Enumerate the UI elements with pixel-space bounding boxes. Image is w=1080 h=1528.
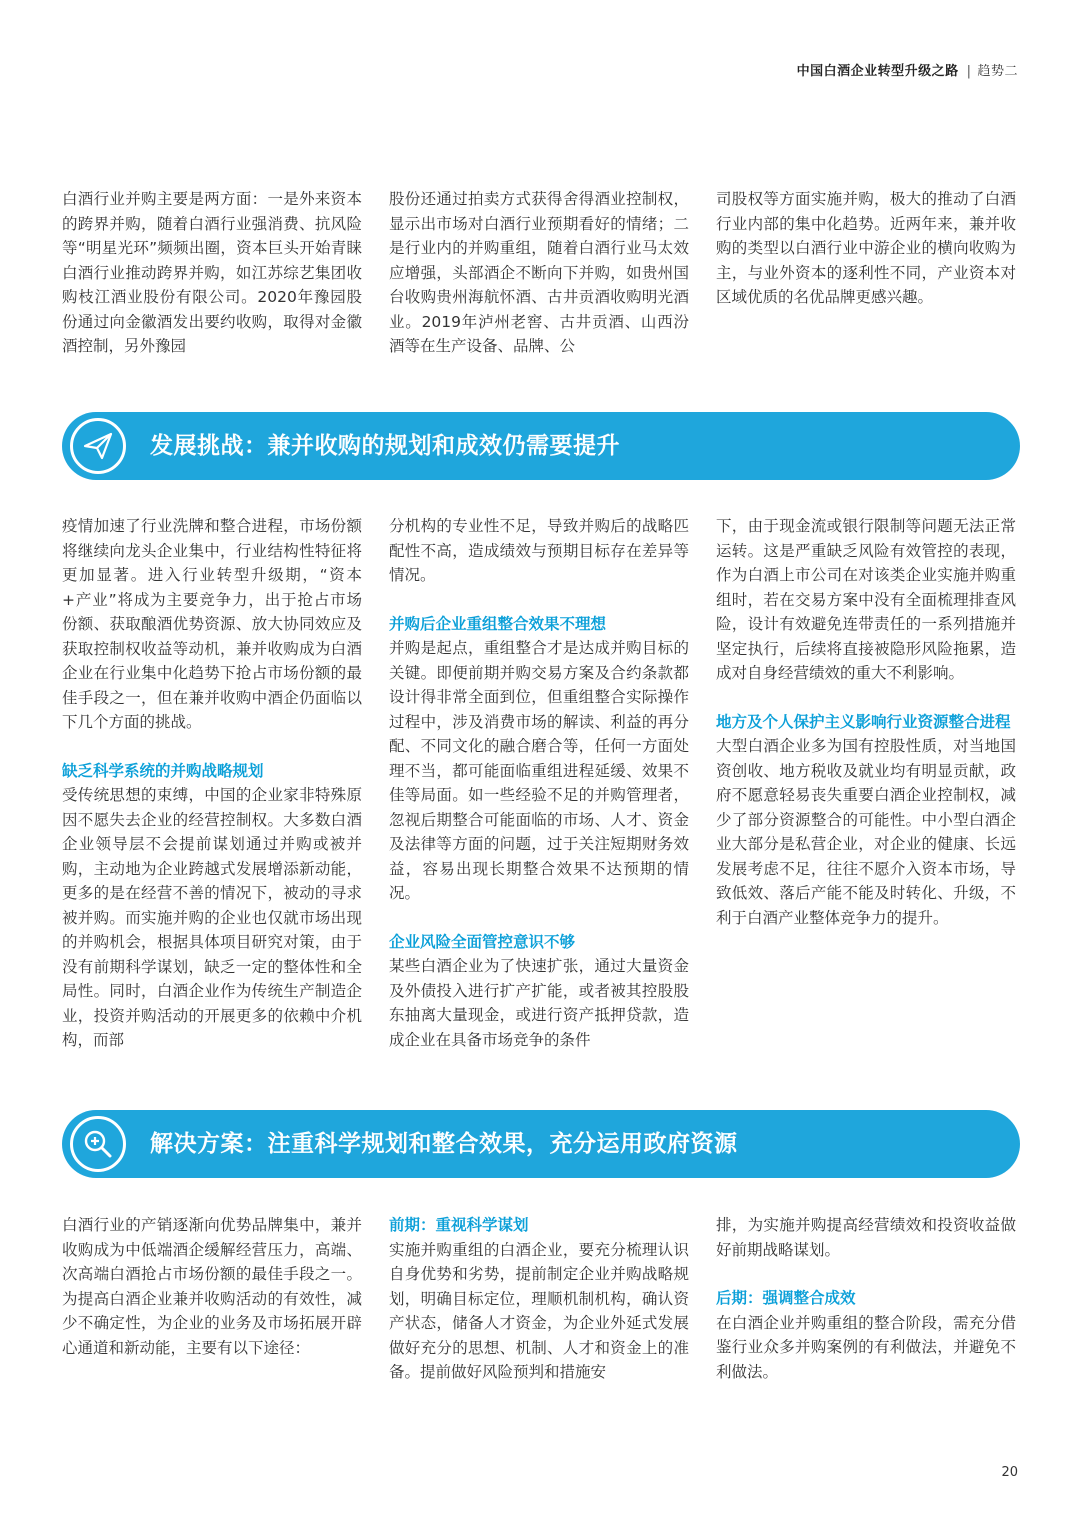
intro-column-1 (62, 187, 362, 359)
banner-title: 发展挑战：兼并收购的规划和成效仍需要提升 (150, 433, 620, 459)
solutions-column-1 (62, 1213, 362, 1360)
solutions-banner (62, 1110, 1020, 1178)
paragraph: 下，由于现金流或银行限制等问题无法正常运转。这是严重缺乏风险有效管控的表现，作为白酒上市公司在对该类企业实施并购重组时，若在交易方案中没有全面梳理排查风险，设计有效避免连带责任的一系列措施并坚定执行，后续将直接被隐形风险拖累，造成对自身经营绩效的重大不利影响。 (716, 517, 1016, 682)
header-title: 中国白酒企业转型升级之路 (796, 64, 959, 79)
running-header (797, 60, 1018, 79)
paragraph: 司股权等方面实施并购，极大的推动了白酒行业内部的集中化趋势。近两年来，兼并收购的类型以白酒行业中游企业的横向收购为主，与业外资本的逐利性不同，产业资本对区域优质的名优品牌更感兴趣。 (716, 190, 1016, 306)
banner-title: 解决方案：注重科学规划和整合效果，充分运用政府资源 (150, 1131, 738, 1157)
subheading: 企业风险全面管控意识不够 (389, 932, 576, 951)
paragraph: 某些白酒企业为了快速扩张，通过大量资金及外债投入进行扩产扩能，或者被其控股股东抽离大量现金，或进行资产抵押贷款，造成企业在具备市场竞争的条件 (389, 957, 689, 1049)
challenges-column-2 (389, 514, 689, 1052)
paragraph: 并购是起点，重组整合才是达成并购目标的关键。即便前期并购交易方案及合约条款都设计得非常全面到位，但重组整合实际操作过程中，涉及消费市场的解读、利益的再分配、不同文化的融合磨合等，任何一方面处理不当，都可能面临重组进程延缓、效果不佳等局面。如一些经验不足的并购管理者，忽视后期整合可能面临的市场、人才、资金及法律等方面的问题，过于关注短期财务效益，容易出现长期整合效果不达预期的情况。 (389, 639, 689, 902)
subheading: 地方及个人保护主义影响行业资源整合进程 (716, 712, 1011, 731)
subheading: 后期：强调整合成效 (716, 1289, 856, 1307)
paragraph: 白酒行业的产销逐渐向优势品牌集中，兼并收购成为中低端酒企缓解经营压力，高端、次高端白酒抢占市场份额的最佳手段之一。为提高白酒企业兼并收购活动的有效性，减少不确定性，为企业的业务及市场拓展开辟心通道和新动能，主要有以下途径： (62, 1216, 362, 1357)
solutions-column-2 (389, 1213, 689, 1385)
paragraph: 分机构的专业性不足，导致并购后的战略匹配性不高，造成绩效与预期目标存在差异等情况。 (389, 517, 689, 584)
magnifier-plus-icon (70, 1116, 126, 1172)
intro-column-3 (716, 187, 1016, 310)
challenges-banner (62, 412, 1020, 480)
header-divider: | (966, 64, 972, 79)
intro-column-2 (389, 187, 689, 359)
paragraph: 股份还通过拍卖方式获得舍得酒业控制权，显示出市场对白酒行业预期看好的情绪；二是行业内的并购重组，随着白酒行业马太效应增强，头部酒企不断向下并购，如贵州国台收购贵州海航怀酒、古井贡酒收购明光酒业。2019年泸州老窖、古井贡酒、山西汾酒等在生产设备、品牌、公 (389, 190, 689, 355)
subheading: 前期：重视科学谋划 (389, 1216, 529, 1234)
challenges-column-1 (62, 514, 362, 1053)
paragraph: 大型白酒企业多为国有控股性质，对当地国资创收、地方税收及就业均有明显贡献，政府不愿意轻易丧失重要白酒企业控制权，减少了部分资源整合的可能性。中小型白酒企业大部分是私营企业，对企业的健康、长远发展考虑不足，往往不愿介入资本市场，导致低效、落后产能不能及时转化、升级，不利于白酒产业整体竞争力的提升。 (716, 737, 1016, 927)
paragraph: 在白酒企业并购重组的整合阶段，需充分借鉴行业众多并购案例的有利做法，并避免不利做法。 (716, 1313, 1016, 1381)
header-section: 趋势二 (977, 64, 1018, 79)
paragraph: 排，为实施并购提高经营绩效和投资收益做好前期战略谋划。 (716, 1216, 1016, 1259)
paragraph: 实施并购重组的白酒企业，要充分梳理认识自身优势和劣势，提前制定企业并购战略规划，明确目标定位，理顺机制机构，确认资产状态，储备人才资金，为企业外延式发展做好充分的思想、机制、人才和资金上的准备。提前做好风险预判和措施安 (389, 1240, 689, 1381)
subheading: 缺乏科学系统的并购战略规划 (62, 761, 264, 780)
paragraph: 白酒行业并购主要是两方面：一是外来资本的跨界并购，随着白酒行业强消费、抗风险等“明星光环”频频出圈，资本巨头开始青睐白酒行业推动跨界并购，如江苏综艺集团收购枝江酒业股份有限公司。2020年豫园股份通过向金徽酒发出要约收购，取得对金徽酒控制，另外豫园 (62, 190, 362, 355)
page-number: 20 (1001, 1465, 1018, 1480)
paper-plane-icon (70, 418, 126, 474)
paragraph: 疫情加速了行业洗牌和整合进程，市场份额将继续向龙头企业集中，行业结构性特征将更加显著。进入行业转型升级期，“资本+产业”将成为主要竞争力，出于抢占市场份额、获取酿酒优势资源、放大协同效应及获取控制权收益等动机，兼并收购成为白酒企业在行业集中化趋势下抢占市场份额的最佳手段之一，但在兼并收购中酒企仍面临以下几个方面的挑战。 (62, 517, 362, 731)
challenges-column-3 (716, 514, 1016, 930)
subheading: 并购后企业重组整合效果不理想 (389, 614, 607, 633)
solutions-column-3 (716, 1213, 1016, 1384)
paragraph: 受传统思想的束缚，中国的企业家非特殊原因不愿失去企业的经营控制权。大多数白酒企业领导层不会提前谋划通过并购或被并购，主动地为企业跨越式发展增添新动能，更多的是在经营不善的情况下，被动的寻求被并购。而实施并购的企业也仅就市场出现的并购机会，根据具体项目研究对策，由于没有前期科学谋划，缺乏一定的整体性和全局性。同时，白酒企业作为传统生产制造企业，投资并购活动的开展更多的依赖中介机构，而部 (62, 786, 362, 1049)
